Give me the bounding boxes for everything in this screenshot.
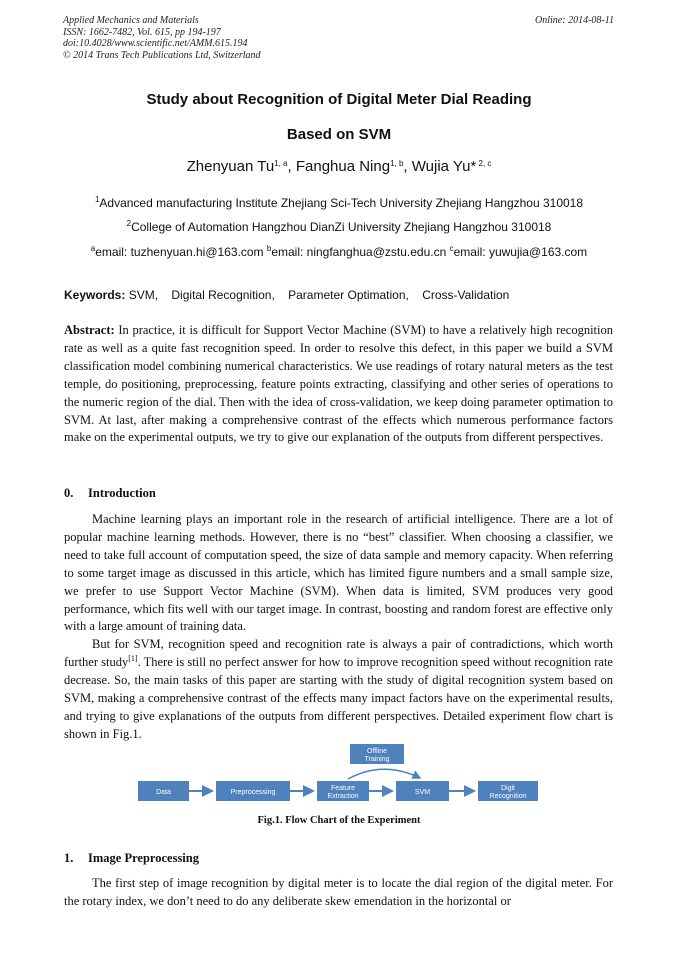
- flow-label-data: Data: [156, 789, 171, 796]
- flow-label-feature-top: Feature: [330, 785, 356, 792]
- author-name: Zhenyuan Tu: [186, 158, 275, 175]
- author-name: Fanghua Ning: [295, 158, 391, 175]
- flow-label-offline-training-top: Offline: [366, 748, 388, 755]
- preprocessing-paragraph-1: The first step of image recognition by digital meter is to locate the dial region of the digital meter. For the rotary index, we don’t need to do any deliberate skew emendation in the horizontal or: [64, 876, 613, 908]
- email-sup: b: [266, 244, 272, 253]
- section-title: Introduction: [88, 486, 156, 500]
- flow-chart: [138, 744, 540, 804]
- flow-label-preprocessing: Preprocessing: [230, 789, 276, 796]
- journal-name: Applied Mechanics and Materials: [63, 15, 199, 26]
- flow-label-offline-training-bottom: Training: [364, 756, 390, 763]
- author-sup: 1, a: [274, 159, 288, 168]
- author-sep: ,: [403, 158, 412, 175]
- author-sup: 1, b: [390, 159, 404, 168]
- flow-label-digit-top: Digit: [500, 785, 516, 792]
- author-sup: 2, c: [476, 159, 492, 168]
- abstract-label: Abstract:: [64, 323, 115, 337]
- author-sep: ,: [287, 158, 296, 175]
- email-sup: c: [449, 244, 454, 253]
- keywords-label: Keywords:: [64, 288, 126, 302]
- intro-paragraph-2-text-a: But for SVM, recognition speed and recognition rate is always a pair of contradictions, which worth further study: [64, 637, 613, 669]
- affiliation-text: Advanced manufacturing Institute Zhejiang Sci-Tech University Zhejiang Hangzhou 310018: [99, 196, 584, 210]
- flow-arrow-curved: [348, 769, 420, 779]
- email-line: [0, 245, 678, 259]
- paper-title-line-2: Based on SVM: [286, 126, 392, 143]
- affiliation-2: [0, 220, 678, 234]
- keyword: SVM,: [128, 288, 159, 302]
- keyword: Digital Recognition,: [171, 288, 275, 302]
- email-sup: a: [90, 244, 96, 253]
- keyword: Cross-Validation: [422, 288, 510, 302]
- affiliation-sup: 2: [126, 219, 132, 228]
- section-heading-introduction: [64, 486, 156, 501]
- keywords: [64, 288, 519, 302]
- section-title: Image Preprocessing: [88, 851, 199, 865]
- affiliation-1: [0, 196, 678, 210]
- section-number: 1.: [64, 851, 74, 865]
- intro-paragraph-2: [64, 636, 613, 743]
- online-date: Online: 2014-08-11: [535, 15, 614, 26]
- affiliation-sup: 1: [94, 195, 100, 204]
- abstract-text: In practice, it is difficult for Support Vector Machine (SVM) to have a relatively high recognition rate as well as a quite fast recognition speed. In order to resolve this defect, in this paper we build a SVM classification model combining numerical characteristics. We use readings of rotary natural meters as the test temple, do positioning, preprocessing, feature points extracting, classifying and other series of operations to the numeric region of the dial. Then with the idea of cross-validation, we keep doing parameter optimation to SVM. At last, after making a comprehensive contrast of the effects which numerous performance factors make on the experimental outputs, we try to give our explanation of the outputs from different perspectives.: [64, 323, 613, 445]
- section-number: 0.: [64, 486, 74, 500]
- email-link[interactable]: email: tuzhenyuan.hi@163.com: [95, 245, 267, 259]
- author-list: [0, 158, 678, 175]
- author-name: Wujia Yu*: [411, 158, 477, 175]
- journal-issn: ISSN: 1662-7482, Vol. 615, pp 194-197: [63, 26, 221, 38]
- flow-label-svm: SVM: [414, 789, 431, 796]
- citation-ref[interactable]: [1]: [128, 653, 138, 663]
- keyword: Parameter Optimation,: [288, 288, 409, 302]
- figure-caption: Fig.1. Flow Chart of the Experiment: [257, 815, 421, 826]
- flow-label-digit-bottom: Recognition: [489, 793, 527, 800]
- journal-doi: doi:10.4028/www.scientific.net/AMM.615.194: [63, 38, 248, 49]
- intro-paragraph-1: Machine learning plays an important role in the research of artificial intelligence. There are a lot of popular machine learning methods. However, there is no “best” classifier. When choosing a classifier, we need to take full account of computation speed, the size of data sample and memory capacity. When referring to some target image as discussed in this article, which has limited figure numbers and a small sample size, we prefer to use Support Vector Machine (SVM). When data is limited, SVM produces very good performance, which fits well with our target image. In contrast, boosting and random forest are effective only with a large amount of training data.: [64, 512, 613, 634]
- abstract: [64, 322, 613, 447]
- email-link[interactable]: email: yuwujia@163.com: [453, 245, 588, 259]
- section-heading-image-preprocessing: [64, 851, 199, 866]
- email-link[interactable]: email: ningfanghua@zstu.edu.cn: [271, 245, 450, 259]
- journal-copyright: © 2014 Trans Tech Publications Ltd, Switzerland: [63, 49, 261, 61]
- affiliation-text: College of Automation Hangzhou DianZi University Zhejiang Hangzhou 310018: [131, 220, 552, 234]
- intro-paragraph-2-text-b: . There is still no perfect answer for how to improve recognition speed without recognition rate decrease. So, the main tasks of this paper are starting with the study of digital recognition system based on SVM, making a comprehensive contrast of the effects many impact factors have on the experimental results, and trying to give explanations of the outputs from different perspectives. Detailed experiment flow chart is shown in Fig.1.: [64, 654, 613, 741]
- journal-header: [63, 15, 261, 61]
- flow-label-feature-bottom: Extraction: [327, 793, 359, 800]
- paper-title-line-1: Study about Recognition of Digital Meter Dial Reading: [146, 91, 532, 108]
